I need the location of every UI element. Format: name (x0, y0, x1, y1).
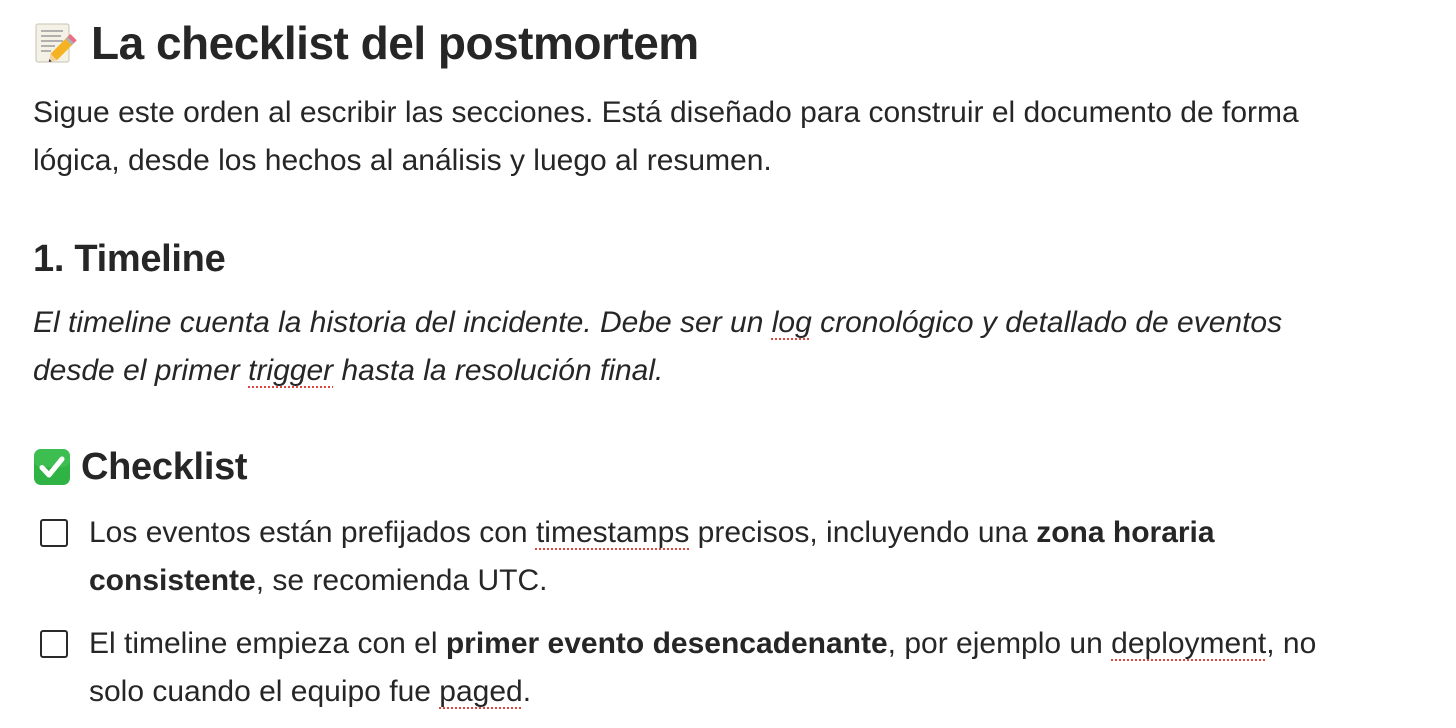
check-mark-button-icon (33, 448, 71, 486)
description-text: El timeline cuenta la historia del incidente. Debe ser un (33, 306, 772, 339)
description-line-2 (33, 347, 1433, 395)
section-heading-timeline: 1. Timeline (33, 237, 226, 280)
spellcheck-word: trigger (248, 354, 334, 387)
intro-line-2: lógica, desde los hechos al análisis y luego al resumen. (33, 144, 772, 177)
item-bold-text: primer evento desencadenante (445, 627, 888, 660)
checklist-item-line-2 (89, 557, 1215, 605)
page-title (33, 10, 699, 76)
checklist-item-text (89, 620, 1316, 716)
item-text: Los eventos están prefijados con (89, 516, 536, 549)
item-text: , por ejemplo un (887, 627, 1112, 660)
description-text: hasta la resolución final. (333, 354, 664, 387)
checklist-item (40, 620, 1450, 716)
description-text: cronológico y detallado de eventos (811, 306, 1283, 339)
spellcheck-word: log (771, 306, 812, 339)
checklist-item-line-2 (89, 668, 1316, 716)
spellcheck-word: paged (439, 675, 523, 708)
section-description (33, 299, 1433, 395)
description-text: desde el primer (33, 354, 249, 387)
description-line-1 (33, 299, 1433, 347)
checkbox[interactable] (40, 630, 68, 658)
item-bold-text: consistente (89, 564, 256, 597)
item-text: solo cuando el equipo fue (89, 675, 440, 708)
page-title-text: La checklist del postmortem (91, 17, 699, 69)
intro-line-1: Sigue este orden al escribir las secciones. Está diseñado para construir el documento de forma (33, 96, 1299, 129)
item-text: . (522, 675, 532, 708)
item-bold-text: zona horaria (1036, 516, 1215, 549)
intro-paragraph (33, 89, 1433, 185)
item-text: , se recomienda UTC. (255, 564, 548, 597)
checklist-heading (33, 441, 247, 493)
item-text: El timeline empieza con el (89, 627, 446, 660)
item-text: precisos, incluyendo una (689, 516, 1037, 549)
checklist-item-line-1 (89, 620, 1316, 668)
checklist-heading-text: Checklist (81, 445, 248, 488)
memo-pencil-icon (33, 21, 77, 65)
item-text: , no (1266, 627, 1317, 660)
checklist-item-line-1 (89, 509, 1215, 557)
checklist-item (40, 509, 1450, 605)
checklist-item-text (89, 509, 1215, 605)
spellcheck-word: timestamps (535, 516, 690, 549)
checkbox[interactable] (40, 519, 68, 547)
spellcheck-word: deployment (1111, 627, 1267, 660)
